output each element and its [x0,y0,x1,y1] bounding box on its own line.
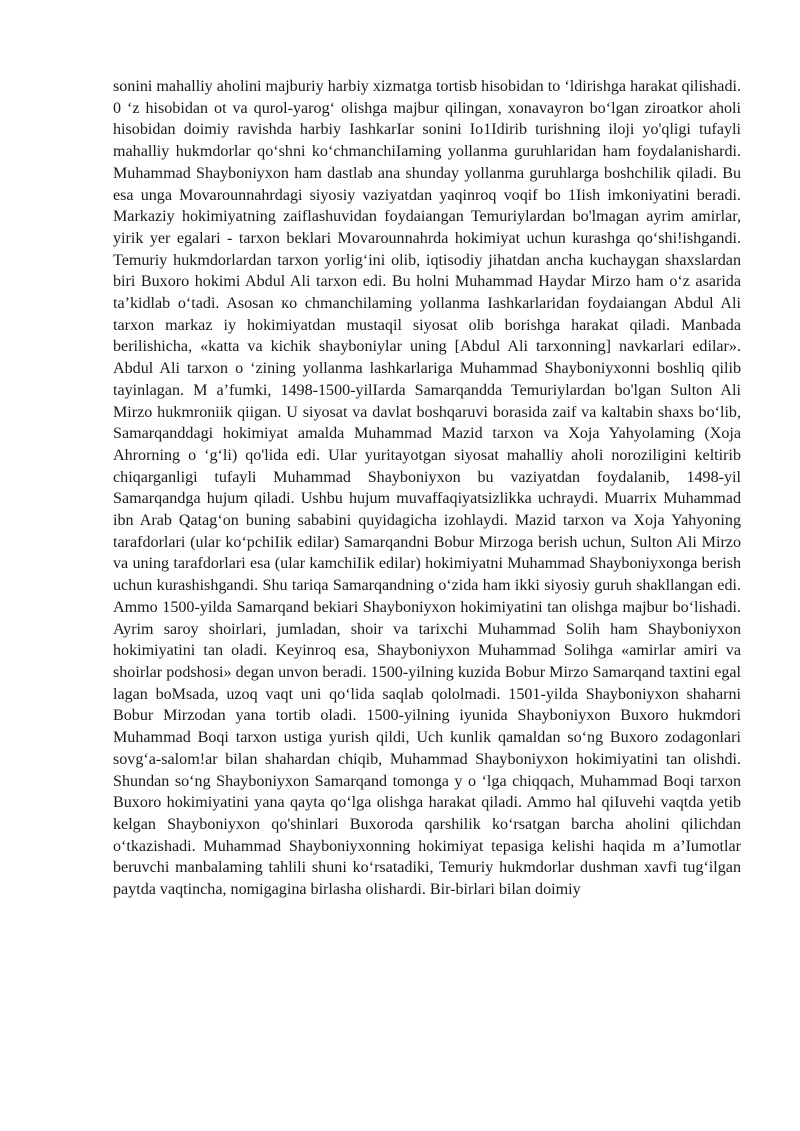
document-page [113,76,741,901]
body-paragraph: sonini mahalliy aholini majburiy harbiy xizmatga tortisb hisobidan to ‘ldirishga harakat qilishadi. 0 ‘z hisobidan ot va qurol-yarog‘ olishga majbur qilingan, xonavayron bo‘lgan ziroatkor aholi hisobidan doimiy ravishda harbiy IashkarIar sonini Io1Idirib turishning iloji yo'qligi tufayli mahalliy hukmdorlar qo‘shni ko‘chmanchiIaming yollanma guruhlaridan ham foydalanishardi. Muhammad Shayboniyxon ham dastlab ana shunday yollanma guruhlarga boshchilik qiladi. Bu esa unga Movarounnahrdagi siyosiy vaziyatdan yaqinroq voqif bo 1Iish imkoniyatini beradi. Markaziy hokimiyatning zaiflashuvidan foydaiangan Temuriylardan bo'lmagan ayrim amirlar, yirik yer egalari - tarxon beklari Movarounnahrda hokimiyat uchun kurashga qo‘shi!ishgandi. Temuriy hukmdorlardan tarxon yorlig‘ini olib, iqtisodiy jihatdan ancha kuchaygan shaxslardan biri Buxoro hokimi Abdul Ali tarxon edi. Bu holni Muhammad Haydar Mirzo ham o‘z asarida ta’kidlab o‘tadi. Asosan кo chmanchilaming yollanma Iashkarlaridan foydaiangan Abdul Ali tarxon markaz iy hokimiyatdan mustaqil siyosat olib borishga harakat qiladi. Manbada berilishicha, «katta va kichik shayboniylar uning [Abdul Ali tarxonning] navkarlari edilar». Abdul Ali tarxon o ‘zining yollanma lashkarlariga Muhammad Shayboniyxonni boshliq qilib tayinlagan. M a’fumki, 1498-1500-yilIarda Samarqandda Temuriylardan bo'lgan Sulton Ali Mirzo hukmroniik qiigan. U siyosat va davlat boshqaruvi borasida zaif va kaltabin shaxs bo‘lib, Samarqanddagi hokimiyat amalda Muhammad Mazid tarxon va Xoja Yahyolaming (Xoja Ahrorning o ‘g‘li) qo'lida edi. Ular yuritayotgan siyosat mahalliy aholi noroziligini keltirib chiqarganligi tufayli Muhammad Shayboniyxon bu vaziyatdan foydalanib, 1498-yil Samarqandga hujum qiladi. Ushbu hujum muvaffaqiyatsizlikka uchraydi. Muarrix Muhammad ibn Arab Qatag‘on buning sababini quyidagicha izohlaydi. Mazid tarxon va Xoja Yahyoning tarafdorlari (ular ko‘pchiIik edilar) Samarqandni Bobur Mirzoga berish uchun, Sulton Ali Mirzo va uning tarafdorlari esa (ular kamchiIik edilar) hokimiyatni Muhammad Shayboniyxonga berish uchun kurashishgandi. Shu tariqa Samarqandning o‘zida ham ikki siyosiy guruh shakllangan edi. Ammo 1500-yilda Samarqand bekiari Shayboniyxon hokimiyatini tan olishga majbur bo‘lishadi. Ayrim saroy shoirlari, jumladan, shoir va tarixchi Muhammad Solih ham Shayboniyxon hokimiyatini tan oladi. Keyinroq esa, Shayboniyxon Muhammad Solihga «amirlar amiri va shoirlar podshosi» degan unvon beradi. 1500-yilning kuzida Bobur Mirzo Samarqand taxtini egal lagan boMsada, uzoq vaqt uni qo‘lida saqlab qololmadi. 1501-yilda Shayboniyxon shaharni Bobur Mirzodan yana tortib oladi. 1500-yilning iyunida Shayboniyxon Buxoro hukmdori Muhammad Boqi tarxon ustiga yurish qildi, Uch kunlik qamaldan so‘ng Buxoro zodagonlari sovg‘a-salom!ar bilan shahardan chiqib, Muhammad Shayboniyxon hokimiyatini tan olishdi. Shundan so‘ng Shayboniyxon Samarqand tomonga y o ‘lga chiqqach, Muhammad Boqi tarxon Buxoro hokimiyatini yana qayta qo‘lga olishga harakat qiladi. Ammo hal qiIuvehi vaqtda yetib kelgan Shayboniyxon qo'shinlari Buxoroda qarshilik ko‘rsatgan barcha aholini qilichdan o‘tkazishadi. Muhammad Shayboniyxonning hokimiyat tepasiga kelishi haqida m a’Iumotlar beruvchi manbalaming tahlili shuni ko‘rsatadiki, Temuriy hukmdorlar dushman xavfi tug‘ilgan paytda vaqtincha, nomigagina birlasha olishardi. Bir-birlari bilan doimiy [113,78,741,899]
